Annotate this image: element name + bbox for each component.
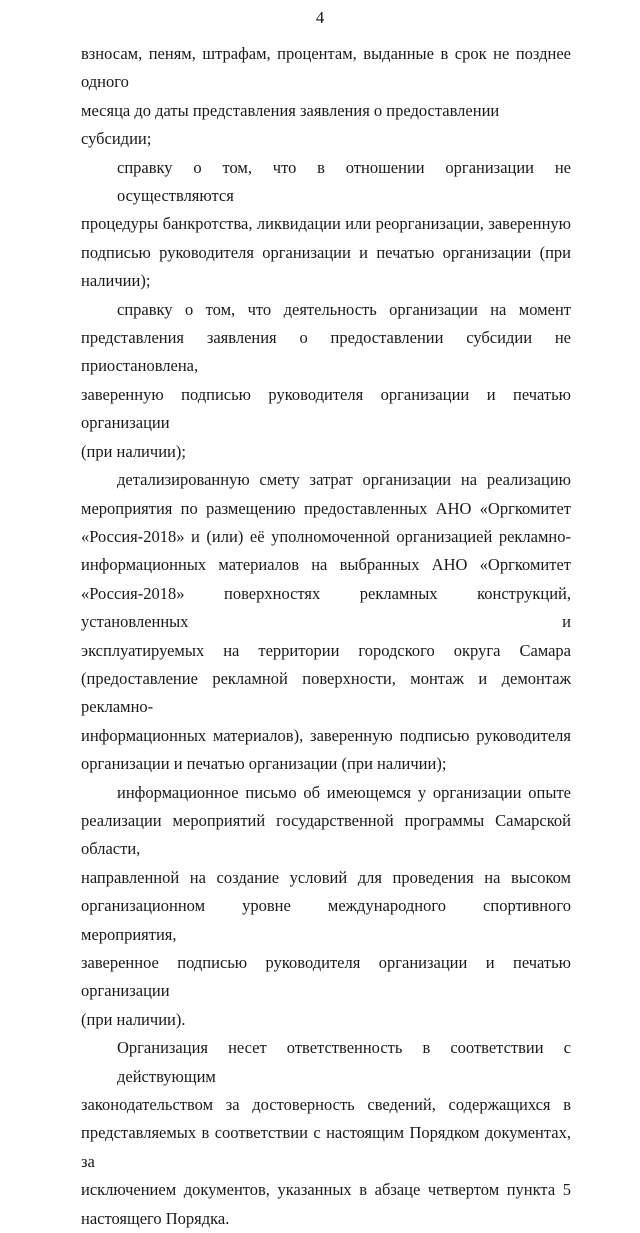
- text-line: взносам, пеням, штрафам, процентам, выданные в срок не позднее одного: [81, 44, 571, 92]
- document-body: [81, 40, 571, 1233]
- text-line: Организация несет ответственность в соответствии с действующим: [117, 1038, 571, 1086]
- text-line: организации и печатью организации (при наличии);: [81, 754, 447, 774]
- text-line: «Россия-2018» поверхностях рекламных конструкций, установленных и: [81, 583, 571, 632]
- text-line: заверенную подписью руководителя организации и печатью организации: [81, 384, 571, 433]
- text-line: подписью руководителя организации и печатью организации (при: [81, 242, 571, 262]
- text-line: эксплуатируемых на территории городского округа Самара: [81, 640, 571, 660]
- text-line: информационное письмо об имеющемся у организации опыте: [117, 782, 571, 802]
- text-line: направленной на создание условий для проведения на высоком: [81, 867, 571, 887]
- paragraph: [81, 779, 571, 1035]
- text-line: наличии);: [81, 271, 151, 291]
- text-line: законодательством за достоверность сведений, содержащихся в: [81, 1095, 571, 1115]
- text-line: настоящего Порядка.: [81, 1208, 230, 1228]
- text-line: справку о том, что в отношении организации не осуществляются: [117, 157, 571, 206]
- text-line: «Россия-2018» и (или) её уполномоченной организацией рекламно-: [81, 526, 571, 546]
- text-line: организационном уровне международного спортивного мероприятия,: [81, 896, 571, 944]
- paragraph: [81, 296, 571, 466]
- text-line: реализации мероприятий государственной программы Самарской области,: [81, 810, 571, 859]
- text-line: представляемых в соответствии с настоящим Порядком документах, за: [81, 1123, 571, 1171]
- text-line: информационных материалов), заверенную подписью руководителя: [81, 725, 571, 745]
- text-line: месяца до даты представления заявления о предоставлении субсидии;: [81, 100, 500, 149]
- paragraph: [81, 154, 571, 296]
- text-line: (предоставление рекламной поверхности, монтаж и демонтаж рекламно-: [81, 668, 571, 717]
- text-line: исключением документов, указанных в абзаце четвертом пункта 5: [81, 1180, 571, 1200]
- page-number: 4: [315, 8, 325, 27]
- text-line: (при наличии);: [81, 441, 186, 461]
- paragraph: [81, 466, 571, 778]
- text-line: детализированную смету затрат организации на реализацию: [117, 470, 571, 490]
- text-line: мероприятия по размещению предоставленных АНО «Оргкомитет: [81, 498, 571, 518]
- paragraph: [81, 1034, 571, 1233]
- text-line: заверенное подписью руководителя организации и печатью организации: [81, 953, 571, 1001]
- text-line: справку о том, что деятельность организации на момент: [117, 299, 571, 319]
- text-line: (при наличии).: [81, 1009, 186, 1029]
- text-line: представления заявления о предоставлении субсидии не приостановлена,: [81, 328, 571, 376]
- paragraph: [81, 40, 571, 154]
- text-line: процедуры банкротства, ликвидации или реорганизации, заверенную: [81, 214, 571, 234]
- text-line: информационных материалов на выбранных АНО «Оргкомитет: [81, 555, 571, 575]
